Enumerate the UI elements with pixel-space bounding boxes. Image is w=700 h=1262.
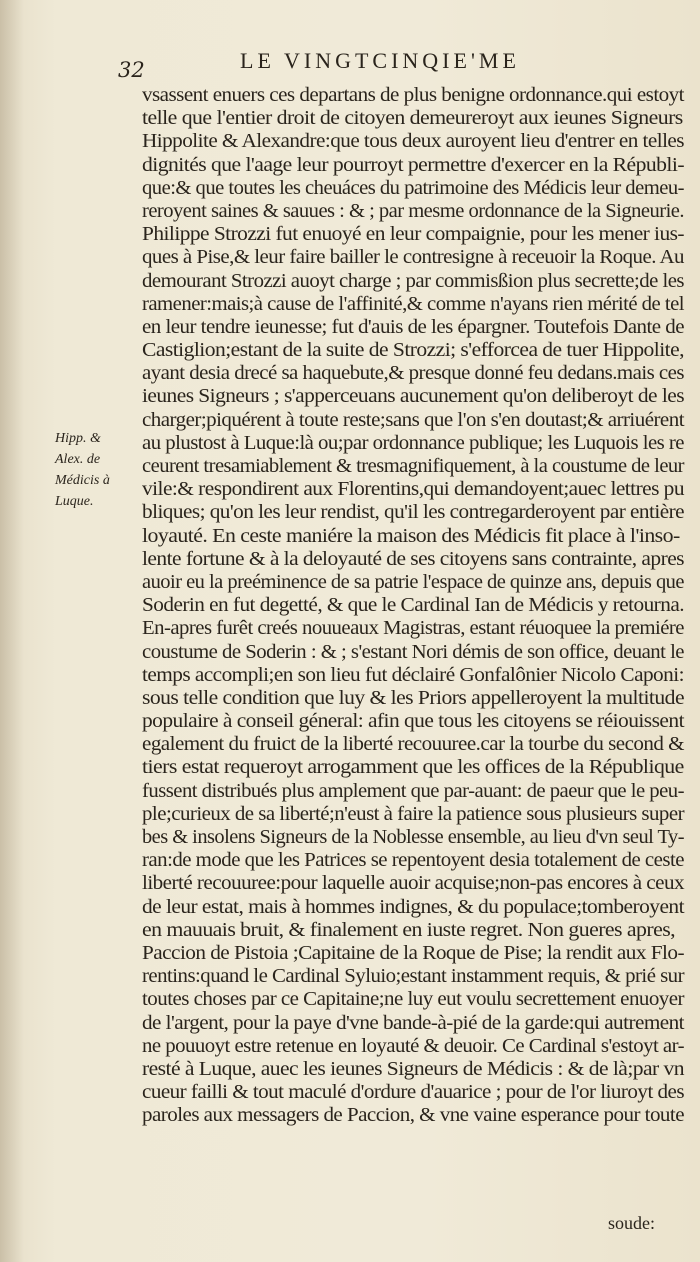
text-line: en leur tendre ieunesse; fut d'auis de les épargner. Toutefois Dante de [142,316,684,338]
text-line: En-apres furêt creés nouueaux Magistras, estant réuoquee la premiére [142,618,684,640]
text-line: coustume de Soderin : & ; s'estant Nori démis de son office, deuant le [142,641,684,663]
text-line: charger;piquérent à toute reste;sans que l'on s'en doutast;& arriuérent [142,409,684,431]
text-line: auoir eu la preéminence de sa patrie l'espace de quinze ans, depuis que [142,571,684,593]
text-line: resté à Luque, auec les ieunes Signeurs de Médicis : & de là;par vn [142,1058,684,1080]
text-line: Philippe Strozzi fut enuoyé en leur compaignie, pour les mener ius- [142,224,684,246]
text-line: telle que l'entier droit de citoyen demeureroyt aux ieunes Signeurs [142,108,683,130]
page-number: 32 [118,58,145,82]
margin-note [55,428,135,512]
text-line: tiers estat requeroyt arrogamment que les offices de la République [142,757,684,779]
text-line: bliques; qu'on les leur rendist, qu'il les contregarderoyent par entière [142,502,684,524]
text-line: dignités que l'aage leur pourroyt permettre d'exercer en la Républi- [142,154,684,176]
text-line: de leur estat, mais à hommes indignes, & du populace;tomberoyent [142,896,684,918]
text-line: ramener:mais;à cause de l'affinité,& comme n'ayans rien mérité de tel [142,293,684,315]
text-line: vile:& respondirent aux Florentins,qui demandoyent;auec lettres pu [142,479,684,501]
catchword: soude: [608,1213,655,1233]
margin-note-line: Alex. de [55,452,101,467]
gutter-shadow [0,0,24,1262]
margin-note-line: Luque. [55,494,94,509]
text-line: demourant Strozzi auoyt charge ; par commisßion plus secrette;de les [142,270,684,292]
text-line: populaire à conseil géneral: afin que tous les citoyens se réiouissent [142,711,684,733]
text-line: ple;curieux de sa liberté;n'eust à faire la patience sous plusieurs super [142,803,684,825]
text-line: liberté recouuree:pour laquelle auoir acquise;non-pas encores à ceux [142,873,684,895]
text-line: ran:de mode que les Patrices se repentoyent desia totalement de ceste [142,850,684,872]
text-line: Hippolite & Alexandre:que tous deux auroyent lieu d'entrer en telles [142,131,684,153]
margin-note-line: Hipp. & [55,431,101,446]
text-line: Castiglion;estant de la suite de Strozzi; s'efforcea de tuer Hippolite, [142,340,684,362]
text-line: ayant desia drecé sa haquebute,& presque donné feu dedans.mais ces [142,363,684,385]
text-line: fussent distribués plus amplement que par-auant: de paeur que le peu- [142,780,684,802]
margin-note-line: Médicis à [55,473,110,488]
running-head: LE VINGTCINQIE'ME [240,48,520,73]
text-line: au plustost à Luque:là ou;par ordonnance publique; les Luquois les re [142,432,684,454]
text-line: Soderin en fut degetté, & que le Cardinal Ian de Médicis y retourna. [142,595,684,617]
text-line: ceurent tresamiablement & tresmagnifiquement, à la coustume de leur [142,456,684,477]
text-line: vsassent enuers ces departans de plus benigne ordonnance.qui estoyt [142,85,684,106]
text-line: ques à Pise,& leur faire bailler le contresigne à receuoir la Roque. Au [142,247,684,269]
text-line: toutes choses par ce Capitaine;ne luy eut voulu secrettement enuoyer [142,989,684,1011]
text-line: loyauté. En ceste maniére la maison des Médicis fit place à l'inso- [142,525,680,547]
body-text [142,84,684,1127]
text-line: ieunes Signeurs ; s'apperceuans aucunement qu'on deliberoyt de les [142,386,684,408]
text-line: Paccion de Pistoia ;Capitaine de la Roque de Pise; la rendit aux Flo- [142,942,684,964]
text-line: de l'argent, pour la paye d'vne bande-à-pié de la garde:qui autrement [142,1012,684,1034]
text-line: egalement du fruict de la liberté recouuree.car la tourbe du second & [142,734,684,756]
text-line: paroles aux messagers de Paccion, & vne vaine esperance pour toute [142,1105,684,1127]
text-line: rentins:quand le Cardinal Syluio;estant instamment requis, & prié sur [142,966,684,988]
text-line: ne pouuoyt estre retenue en loyauté & deuoir. Ce Cardinal s'estoyt ar- [142,1035,684,1057]
text-line: bes & insolens Signeurs de la Noblesse ensemble, au lieu d'vn seul Ty- [142,827,684,848]
text-line: sous telle condition que luy & les Priors appelleroyent la multitude [142,687,684,709]
text-line: cueur failli & tout maculé d'ordure d'auarice ; pour de l'or liuroyt des [142,1082,684,1104]
text-line: lente fortune & à la deloyauté de ses citoyens sans contrainte, apres [142,548,684,570]
text-line: temps accompli;en son lieu fut déclairé Gonfalônier Nicolo Caponi: [142,664,684,686]
text-line: reroyent saines & sauues : & ; par mesme ordonnance de la Signeurie. [142,200,684,222]
text-line: que:& que toutes les cheuáces du patrimoine des Médicis leur demeu- [142,177,684,199]
text-line: en mauuais bruit, & finalement en iuste regret. Non gueres apres, [142,919,676,941]
